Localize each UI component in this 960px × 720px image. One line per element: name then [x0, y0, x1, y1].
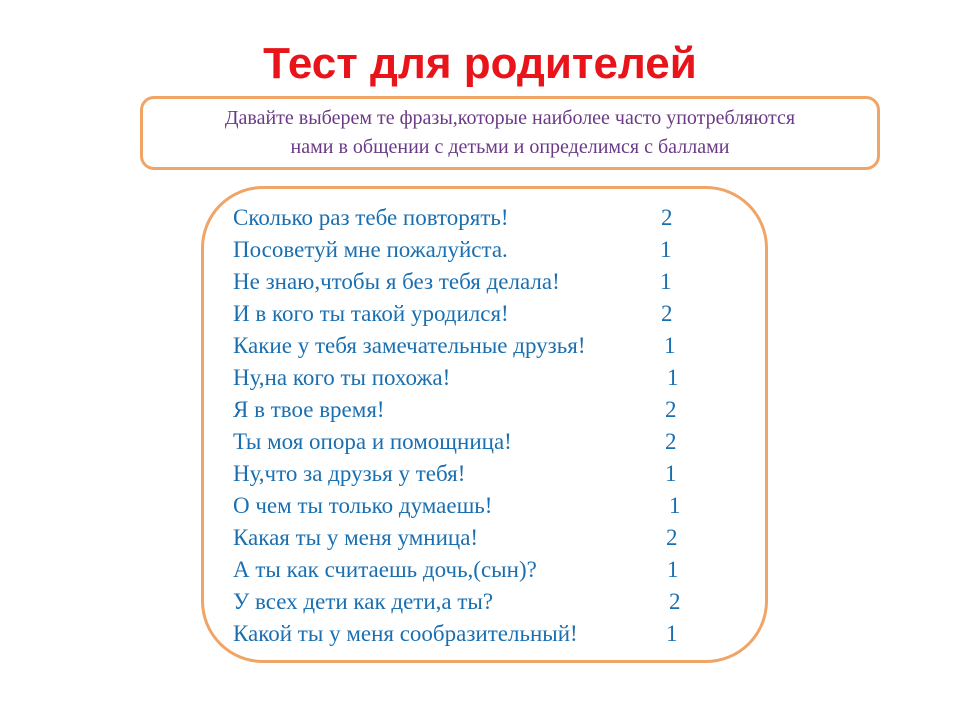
phrase-text: Какие у тебя замечательные друзья!	[233, 333, 586, 358]
phrase-text: Какой ты у меня сообразительный!	[233, 621, 578, 646]
phrase-row	[233, 458, 693, 490]
phrase-score: 1	[666, 621, 678, 646]
phrase-score: 1	[667, 557, 679, 582]
phrase-text: И в кого ты такой уродился!	[233, 301, 509, 326]
phrase-score: 1	[664, 333, 676, 358]
phrase-row	[233, 298, 693, 330]
phrase-text: А ты как считаешь дочь,(сын)?	[233, 557, 537, 582]
phrase-row	[233, 362, 693, 394]
phrase-score: 1	[660, 237, 672, 262]
phrase-row	[233, 426, 693, 458]
phrase-row	[233, 234, 693, 266]
intro-line-1: Давайте выберем те фразы,которые наиболее часто употребляются	[224, 107, 796, 129]
phrase-text: О чем ты только думаешь!	[233, 493, 493, 518]
phrase-text: Я в твое время!	[233, 397, 385, 422]
phrase-text: Какая ты у меня умница!	[233, 525, 479, 550]
phrase-row	[233, 618, 693, 650]
page-title: Тест для родителей	[263, 39, 697, 88]
phrase-score: 2	[669, 589, 681, 614]
intro-text	[211, 104, 809, 162]
phrase-row	[233, 202, 693, 234]
phrase-row	[233, 522, 693, 554]
phrase-score: 2	[665, 429, 677, 454]
phrase-score: 1	[667, 365, 679, 390]
phrase-text: Посоветуй мне пожалуйста.	[233, 237, 508, 262]
phrase-score: 1	[660, 269, 672, 294]
phrase-row	[233, 266, 693, 298]
phrase-text: Ну,что за друзья у тебя!	[233, 461, 466, 486]
phrase-text: Ну,на кого ты похожа!	[233, 365, 451, 390]
phrase-row	[233, 394, 693, 426]
phrase-score: 1	[669, 493, 681, 518]
phrase-text: Ты моя опора и помощница!	[233, 429, 512, 454]
phrase-score: 2	[661, 301, 673, 326]
phrase-row	[233, 490, 693, 522]
phrase-row	[233, 330, 693, 362]
phrase-list	[233, 202, 693, 650]
intro-line-2: нами в общении с детьми и определимся с баллами	[290, 136, 730, 158]
phrase-score: 2	[666, 525, 678, 550]
phrase-score: 1	[665, 461, 677, 486]
phrase-score: 2	[661, 205, 673, 230]
intro-box	[140, 96, 880, 170]
phrase-text: У всех дети как дети,а ты?	[233, 589, 494, 614]
phrase-row	[233, 586, 693, 618]
phrase-text: Не знаю,чтобы я без тебя делала!	[233, 269, 560, 294]
phrase-text: Сколько раз тебе повторять!	[233, 205, 509, 230]
phrase-score: 2	[665, 397, 677, 422]
phrase-row	[233, 554, 693, 586]
